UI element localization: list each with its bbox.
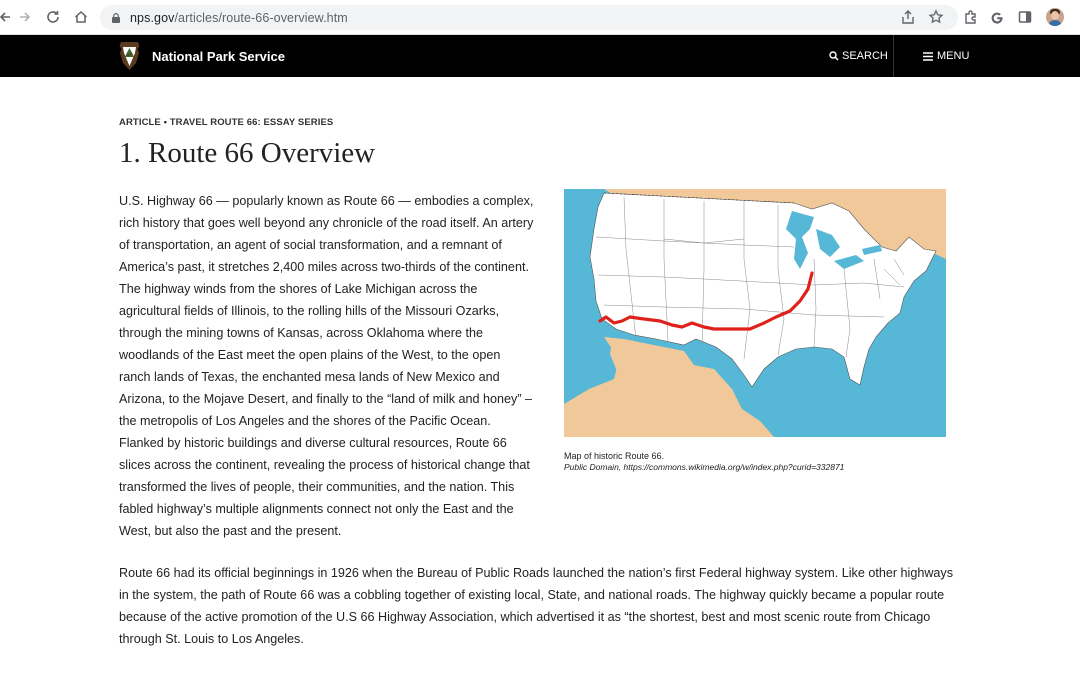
extensions-icon[interactable] xyxy=(962,8,980,26)
header-divider xyxy=(893,35,894,77)
menu-label: MENU xyxy=(937,50,970,62)
browser-toolbar xyxy=(0,0,1080,35)
search-icon xyxy=(829,51,839,61)
menu-button[interactable] xyxy=(923,50,969,62)
map-caption: Map of historic Route 66. xyxy=(564,451,665,461)
forward-arrow-icon[interactable] xyxy=(14,6,36,28)
url-text[interactable]: nps.gov/articles/route-66-overview.htm xyxy=(130,10,348,25)
hamburger-menu-icon xyxy=(923,52,933,61)
search-button[interactable] xyxy=(829,50,888,62)
share-icon[interactable] xyxy=(900,9,916,25)
lock-icon[interactable] xyxy=(110,12,122,24)
sidepanel-icon[interactable] xyxy=(1016,8,1034,26)
home-icon[interactable] xyxy=(70,6,92,28)
route-66-map-image xyxy=(564,189,946,437)
site-name[interactable]: National Park Service xyxy=(152,49,285,64)
article-kicker: ARTICLE • TRAVEL ROUTE 66: ESSAY SERIES xyxy=(119,117,334,128)
article-paragraph-2: Route 66 had its official beginnings in 1926 when the Bureau of Public Roads launched the nation’s first Federal highway system. Like other highways in the system, the path of Route 66 was a cobbling together of existing local, State, and national roads. The highway quickly became a popular route because of the active promotion of the U.S 66 Highway Association, which advertised it as “the shortest, best and most scenic route from Chicago through St. Louis to Los Angeles. xyxy=(119,566,954,646)
page-title: 1. Route 66 Overview xyxy=(119,137,376,169)
search-label: SEARCH xyxy=(842,50,888,62)
google-icon[interactable] xyxy=(988,8,1006,26)
address-bar[interactable] xyxy=(100,5,958,30)
reload-icon[interactable] xyxy=(42,6,64,28)
route-66-map[interactable] xyxy=(564,189,946,437)
star-icon[interactable] xyxy=(928,9,944,25)
article-paragraph-1: U.S. Highway 66 — popularly known as Route 66 — embodies a complex, rich history that goes well beyond any chronicle of the road itself. An artery of transportation, an agent of social transformation, and a remnant of America’s past, it stretches 2,400 miles across two-thirds of the continent. The highway winds from the shores of Lake Michigan across the agricultural fields of Illinois, to the rolling hills of the Missouri Ozarks, through the mining towns of Kansas, across Oklahoma where the woodlands of the East meet the open plains of the West, to the open ranch lands of Texas, the enchanted mesa lands of New Mexico and Arizona, to the Mojave Desert, and finally to the “land of milk and honey” – the metropolis of Los Angeles and the shores of the Pacific Ocean. Flanked by historic buildings and diverse cultural resources, Route 66 slices across the continent, revealing the process of historical change that transformed the lives of people, their communities, and the nation. This fabled highway’s multiple alignments connect not only the East and the West, but also the past and the present. xyxy=(119,194,534,538)
nps-arrowhead-logo-icon[interactable] xyxy=(118,41,141,71)
map-credit: Public Domain, https://commons.wikimedia.org/w/index.php?curid=332871 xyxy=(564,462,845,472)
site-header xyxy=(0,35,1080,77)
profile-avatar[interactable] xyxy=(1046,8,1064,26)
